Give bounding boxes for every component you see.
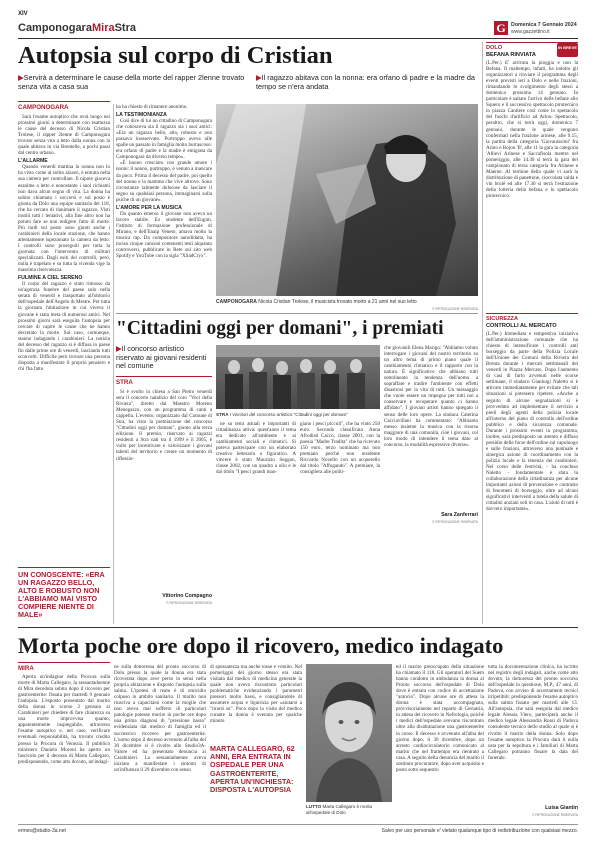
deck-bullet-icon: ▶ [256,73,262,82]
page-number: XIV [18,11,28,17]
article2-column-3: giano i pesci piccoli", che ha vinto 250 euro. Seconda classificata Anna Afrodisti Cacco, classe 2001, con la poesia "Madre Tradita" che ha ricevuto 150 euro, terzo nominato ma non premiato perché non residente Riccardo Novello con un acquerello dal titolo "Affogando". A premiare, la consigliera alle politi- [300,421,380,476]
article3-column-5: tutta la documentazione clinica, ha iscritto nel registro degli indagati, anche come atto dovuto, la dottoressa del pronto soccorso dell'ospedale in questione, M.P., 47 anni, di Padova, con avviso di accertamenti tecnici irripetibili: predisponendo l'esame autoptico sulla salma fissato per martedì alle 13. All'autopsia, che sarà eseguita dal medico legale Alessia Viero, parteciperà anche il medico legale Alessandra Rossi di Padova consulente tecnico dello studio al quale si è rivolto il marito della donna. Solo dopo l'esame autoptico la Procura darà il nulla osta per la sepoltura e i familiari di Marta Callegaro potranno fissare la data del funerale. [488,664,578,761]
sidebar-head-befana: BEFANA RINVIATA [486,52,536,58]
article3-column-2: ne sulla dottoressa del pronto soccorso di Dolo presso la quale la donna era stata ricoverata dopo aver perso in sensi nella propria abitazione e disposto l'autopsia sulla salma. L'ipotesi di reato è di omicidio colposo in ambito sanitario. Il marito non riusciva a capacitarsi come la moglie che non aveva mai sofferto di particolari patologie potesse morire in poche ore dopo una prima diagnosi di "pressione bassa" evidenziata dal medico di famiglia ed il successivo ricovero per gastroenterite. L'uomo dopo il decesso avvenuto all'alba del 30 dicembre si è rivolto allo Studio3A-Valore ed ha presentato denuncia ai Carabinieri. La sessantaduenne aveva iniziato a manifestare i sintomi di un'influenza il 29 dicembre con senso [114,664,206,773]
caption-text: Nicola Cristian Trolese, il musicista trovato morto a 21 anni nel suo letto [258,299,417,305]
article1-tag: CAMPONOGARA [18,104,69,111]
winners-photo [216,345,380,409]
article2-copyright: © RIPRODUZIONE RISERVATA [432,520,478,524]
column-divider [113,104,114,624]
article1-column-1 [18,114,110,567]
article1-tag-rule [18,101,110,102]
article1-copyright: © RIPRODUZIONE RISERVATA [166,601,212,605]
article1-pull-quote: UN CONOSCENTE: «ERA UN RAGAZZO BELLO, ALTO E ROBUSTO NON L'ABBIAMO MAI VISTO COMPIERE NIENTE DI MALE» [18,567,110,620]
article3-tag-rule [18,662,110,663]
article3-pull-quote: MARTA CALLEGARO, 62 ANNI, ERA ENTRATA IN OSPEDALE PER UNA GASTROENTERITE, APERTA UN'INCHIESTA: DISPOSTA L'AUTOPSIA [210,744,295,795]
article1-paragraph: Sarà l'esame autoptico che avrà luogo nei prossimi giorni a determinare con esattezza le cause del decesso di Nicola Cristian Trolese, il rapper 2lenne di Camponogara trovato senza vita a letto dalla nonna con la quale abitava in via Brentelle, a pochi passi dal centro urbano. [18,114,110,157]
sidebar-divider [482,42,483,624]
sidebar-rule-2 [486,313,578,314]
article2-column-1: Si è svolto in chiesa a San Pietro venerdì sera il concerto natalizio del coro "Voci della Riviera", diretto dal Maestro Moreno Menegazzo, con un programma di canti a cappella. L'evento, organizzato dal Comune di Stra, ha visto la premiazione del concorso "Cittadini oggi per domani", giunto alla terza edizione. Il premio, riservato ai ragazzi residenti a Stra nati tra il 1999 e il 2005, è volto per incentivare e valorizzare i giovani talenti del territorio e creare un momento di riflessio- [116,389,212,462]
rapper-silhouette-icon [216,104,478,296]
photo-copyright: © RIPRODUZIONE RISERVATA [432,307,478,311]
article1-paragraph: Così dice di lui un cittadino di Camponogara che conosceva sia il ragazzo sia i suoi amici: «Era un ragazzo bello, alto, robusto e non passava inosservato. Purtroppo aveva alle spalle un passato in famiglia molto burrascoso: era orfano di padre e la madre è emigrata da Camponogara da diverso tempo». [116,118,212,161]
footer-rule [18,824,578,825]
article1-signature: Vittorino Compagno [162,593,212,599]
article3-tag: MIRA [18,665,34,672]
deck-bullet-icon: ▶ [116,344,122,353]
article3-headline: Morta poche ore dopo il ricovero, medico indagato [18,633,504,658]
cristian-photo [216,104,478,296]
article3-copyright: © RIPRODUZIONE RISERVATA [532,813,578,817]
portrait-woman-icon [306,664,392,802]
article2-deck: ▶Il concorso artistico riservato ai giovani residenti nel comune [116,344,207,371]
article1-photo-caption [216,299,478,305]
subhead-testimonianza: LA TESTIMONIANZA [116,112,167,119]
caption-place: STRA [216,412,229,417]
gazzettino-logo-icon [494,21,508,35]
article3-column-1: Aperta un'indagine della Procura sulla morte di Marta Callegaro, la sessantaduenne di Mira deceduta subito dopo il ricovero per gastroenterite: fissata per martedì 9 gennaio l'autopsia. L'esposto presentato dal marito della donna lo scorso 2 gennaio ai Carabinieri per chiedere di fare chiarezza su una morte improvvisa quanto, apparentemente inspiegabile, attraverso l'esame autoptico e, nel caso, verificare eventuali responsabilità, ha trovato credito presso la Procura di Venezia. Il pubblico ministero Daniela Moroni ha aperto un fascicolo per il decesso di Marta Callegaro, predisponendo, come atto dovuto, un'indagi- [18,674,110,765]
issue-date: Domenica 7 Gennaio 2024 [511,22,577,28]
section-camponogara: Camponogara [18,22,92,34]
subhead-amore-musica: L'AMORE PER LA MUSICA [116,204,182,211]
site-url: www.gazzettino.it [511,29,550,35]
article1-paragraph: ha ha chiesto di rimanere anonimo. [116,104,188,110]
section-title [18,22,136,34]
article3-signature: Luisa Giantin [545,805,578,811]
article3-column-3: di spossatezza ma anche tosse e vomito. Nel pomeriggio del giorno stesso era stata visitata dal medico di medicina generale la quale non aveva riscontrato particolari problematiche evidenziando i parametri pressori molto bassi, e consigliandole di assumere acqua e liquirizia per «aiutarsi a "tirarsi su". Poco dopo la visita del medico curante la donna è svenuta per qualche minuto [210,664,302,725]
article3-photo-caption [306,804,392,815]
sidebar-text-befana: (L.Per.) E' arrivata la pioggia e non la Befana. Il maltempo, infatti, ha indotto gli organizzatori a rinviare il programma degli eventi previsti ieri a Dolo e nelle frazioni, rimandando lo svolgimento degli stessi a domenica prossima 14 gennaio. In particolare è saltato l'arrivo delle befane allo Squero e il successivo spettacolo pirotecnico in piazza Cantiere così come lo spettacolo del fuochi d'artificio ad Arino. Spettacolo, peraltro, che si terrà oggi, domenica 7 gennaio, durante le quale vengono confermati nella frazione arinese, alle 9.15, la partita della categoria 'Giovanissimi' fra Arino e Bojon 'B', alle 11 la gara la categoria 'Allievi Arinese e Saccafisola mentre nel pomeriggio, alle 14.30 si terrà la gara del campionato di terza categoria fra Arinese e Maerne. Al termine della quale vi sarà la distribuzione di panettone, cioccolata calda e vin brulé ed alle 17.30 si terrà l'estrazione della lotteria della befana e lo spettacolo pirotecnico. [486,60,578,200]
article2-tag-rule [116,376,212,377]
article1-deck-right: ▶Il ragazzo abitava con la nonna: era orfano di padre e la madre da tempo se n'era andata [256,73,475,91]
logo-letter: G [496,21,506,35]
group-people-icon [216,345,380,409]
article1-deck-left: ▶Servirà a determinare le cause della morte del rapper 2lenne trovato senza vita a casa sua [18,73,245,91]
masthead-rule [18,38,578,39]
footer-email: ermes@studio-3a.net [18,828,66,834]
in-breve-badge: IN BREVE [557,43,578,57]
article1-paragraph: Quando venerdì mattina la nonna non lo ha visto come al solito alzarsi, è entrata nella sua camera per controllare. Il nipote giaceva esanime a letto e nonostante i suoi richiami non dava alcun segno di vita. La donna ha subito chiamato i soccorsi e sul posto è giunta da Dolo una equipe sanitaria del 118, che ha cercato di rianimare il ragazzo. Visti inutili tutti i tentativi, alla fine altro non ha potuto fare se non redigere l'atto di morte. Più tardi sul posto sono giunti anche i carabinieri della locale stazione, che hanno attentamente ispezionato la camera da letto. I controlli sono proseguiti per tutta la giornata con l'intervento di militari specializzati. Dagli esiti dei controlli, però, nulla è trapelato e su tutta la vicenda vige la massima riservatezza. [18,164,110,274]
article1-paragraph: Da quanto emerso il giovane non aveva un lavoro stabile. Ex studente dell'Engim, l'istituto di formazione professionale di Mirano, e dell'Enaip Veneto, amava molto la musica rap. Da compositore autodidatta, ha inciso cinque canzoni contenenti testi alquanto controversi, pubblicate in Rete sul sito web Spotify e YouTube con la sigla "XSadCryx". [116,210,212,260]
article2-signature: Sara Zanferrari [441,512,478,518]
caption-text: I vincitori del concorso artistico "Cittadini oggi per domani" [229,412,348,417]
article2-column-2: ne su temi attuali e importanti di cittadinanza attiva: quest'anno il tema era dedicato all'ambiente e ai cambiamenti sociali e climatici. Si poteva partecipare con un elaborato creativo letterario o figurativo. A vincere è stato Maurizio Seggon, classe 2002, con un quadro a olio e le dal titolo "I pesci grandi man- [216,421,296,476]
article3-top-rule [18,627,578,628]
article2-headline: "Cittadini oggi per domani", i premiati [116,318,444,339]
subhead-allarme: L'ALLARME [18,158,48,165]
article2-column-4: che giovanili Elena Marigo: "Abbiamo voluto interrogare i giovani del nostro territorio su un altro tema di primo piano quale il cambiamento climatico e il rapporto con la natura. È significativo che abbiano tutti sottolineato la tendenza dell'uomo a sopraffare e tradire l'ambiente con effetti disastrosi per la vita di tutti. Un messaggio che vuole essere un impegno per tutti noi a conservare e recuperare quanto ci hanno affidato". I giovani artisti hanno spiegato il senso delle loro opere. La sindaca Caterina Cacciavillani ha commentato: "Abbiamo messo insieme la musica con la risorsa maggiore di una comunità, cioè i giovani, col loro modo di intendere il tema dato al concorso, la modalità espressive diverse». [384,345,478,448]
footer-disclaimer: Salvo per uso personale e' vietato qualunque tipo di redistribuzione con qualsiasi mezzo. [381,828,578,834]
article2-tag: STRA [116,379,133,386]
article3-column-4: ed il marito preoccupato della situazione ha chiamato il 118. Gli operatori del Suem hanno condotto in ambulanza la donna al Pronto soccorso dell'ospedale di Dolo dove è entrata con codice di accettazione "arancio". Dopo alcune ore di attesa la donna è stata accompagnata, provvisoriamente nel reparto di Geriatria, in attesa del ricovero in Nefrologia, poiché i medici dell'ospedale avevano riscontrato oltre alla disidratazione una gastroenterite in corso. Il decesso è avvenuto all'alba del giorno dopo, il 30 dicembre, dopo un arresto cardiocircolatorio comunicato al marito che nel frattempo era rientrato a casa. A seguito della denuncia del marito il sostituto procuratore, dopo aver acquisito e posto sotto sequestro [396,664,484,773]
deck-bullet-icon: ▶ [18,73,24,82]
article1-paragraph: «È buono cresciuto con grande amore i nonni: il nonno, purtroppo, è venuto a mancare da poco. Prima il decesso del padre, poi quello del nonno e la mamma che vive altrove. Sono circostanze talmente dolorose da lasciare il segno su qualsiasi persona, immaginarsi sulla psiche di un giovane». [116,160,212,203]
section-mira: Mira [91,22,115,34]
article2-top-rule [116,313,478,314]
sidebar-tag-sicurezza: SICUREZZA [486,316,519,322]
article1-headline: Autopsia sul corpo di Cristian [18,42,333,69]
caption-place: LUTTO [306,804,322,809]
marta-callegaro-photo [306,664,392,802]
article1-paragraph: Il corpo del ragazzo è stato rimosso da un'agenzia funebre del paese solo nella serata di venerdì e trasportato all'obitorio dell'ospedale dell'Angelo di Mestre. Per tutta la giornata l'abitazione in cui viveva il giovane è stata meta di numerosi amici. Nel prossimi giorni sarà eseguita l'autopsia per cercare di capire le cause che ne hanno decretato la morte. Sul caso, comunque, stanno indagando i carabinieri. La notizia del decesso del ragazzo si è diffusa in paese fin dalle prime ore di venerdì, lasciando tutti sconvolti. Difficile però trovare una persona disposta a manifestare il proprio pensiero e chi l'ha fatto [18,281,110,372]
sidebar-text-controlli: (L.Per.) Immediata e tempestiva iniziativa dell'amministrazione comunale che ha chiesto di intensificare i controlli anti borseggio da parte della Polizia Locale dell'Unione dei Comuni della Riviera del Brenta durante i mercati settimanali del venerdì in Piazza Mercato. Dopo l'aumento di casi di furto avvenuti nelle scorse settimane, il sindaco Gianluigi Naletto si è attivato immediatamente per evitare che tali situazioni si potessero ripetere. «Anche a seguito di alcune segnalazioni si è provveduto ad implementare il servizio a piedi degli agenti della polizia locale all'interno del piano di controllo dell'ordine pubblico e della sicurezza comunale. Durante i prossimi eventi in programma, inoltre, sarà predisposto un attento e diffuso presidio delle forze dell'ordine sul capoluogo e sulle frazioni, attraverso una puntuale e sinergica azione di coordinamento con la polizia locale e la tenenza dei carabinieri. Nel corso delle festività, - ha concluso Naletto - fondamentale è stata la collaborazione della cittadinanza per alcune importanti azioni di prevenzione e contrasto di fenomeni di borseggio, oltre ad alcuni significativi interventi a tutela della salute di cittadini anziani soli in casa. L'aiuto di tutti è davvero importante». [486,331,578,513]
caption-place: CAMPONOGARA [216,299,257,305]
caption-text: Marta Callegaro è morta all'ospedale di Dolo [306,804,373,815]
article2-photo-caption [216,412,384,417]
subhead-fulmine: FULMINE A CIEL SERENO [18,275,83,282]
sidebar-head-controlli: CONTROLLI AL MERCATO [486,323,557,329]
sidebar-tag-dolo: DOLO [486,45,503,51]
section-stra: Stra [114,22,136,34]
